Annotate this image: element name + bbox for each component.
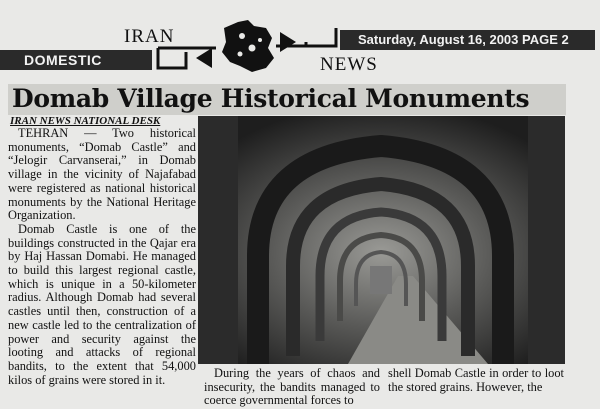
- section-bar: [0, 50, 152, 70]
- news-desk-byline: IRAN NEWS NATIONAL DESK: [10, 115, 161, 127]
- masthead-word-iran: IRAN: [124, 26, 175, 47]
- article-column-1: [8, 127, 196, 387]
- iran-map-logo-icon: [156, 18, 338, 74]
- date-bar: [340, 30, 595, 50]
- paragraph-2: Domab Castle is one of the buildings constructed in the Qajar era by Haj Hassan Domabi. He managed to build this largest regional castle, which is unique in a 50-kilometer radius. Although Domab had several castles until then, construction of a new castle led to the centralization of power and security against the looting and attacks of regional bandits, to the extent that 54,000 kilos of grains were stored in it.: [8, 221, 196, 387]
- paragraph-3: During the years of chaos and insecurity, the bandits managed to coerce governmental forces to: [204, 366, 380, 408]
- article-headline: Domab Village Historical Monuments: [12, 84, 530, 113]
- paragraph-4: shell Domab Castle in order to loot the stored grains. However, the: [388, 366, 564, 394]
- section-label: DOMESTIC: [24, 52, 102, 68]
- date-page-label: Saturday, August 16, 2003 PAGE 2: [358, 32, 569, 47]
- paragraph-1: TEHRAN — Two historical monuments, “Domab Castle” and “Jelogir Carvanserai,” in Domab village in the vicinity of Najafabad were registered as national historical monuments by the National Heritage Organization.: [8, 126, 196, 223]
- arched-corridor-photo: [198, 116, 565, 364]
- masthead-word-news: NEWS: [320, 54, 378, 75]
